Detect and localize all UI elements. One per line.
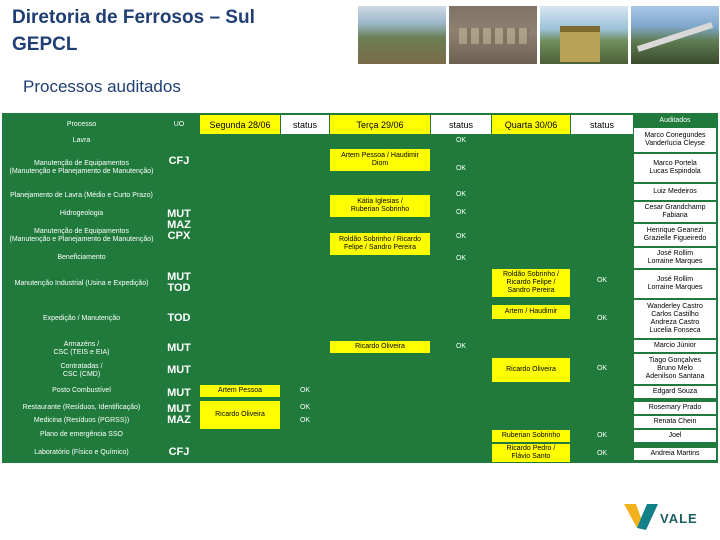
- page-title-line2: GEPCL: [12, 34, 78, 55]
- wednesday-auditor: Ruberian Sobrinho: [492, 430, 570, 442]
- wednesday-auditor: Roldão Sobrinho / Ricardo Felipe / Sandro Pereira: [492, 269, 570, 297]
- uo-cell: CFJ: [160, 153, 198, 169]
- monday-status: OK: [281, 415, 329, 427]
- mining-truck-photo: [540, 6, 628, 64]
- tuesday-auditor: Roldão Sobrinho / Ricardo Felipe / Sandro Pereira: [330, 233, 430, 255]
- monday-status: OK: [281, 402, 329, 414]
- header-photo-strip: [358, 6, 719, 64]
- tuesday-status: OK: [431, 189, 491, 201]
- auditee-cell: Cesar Grandchamp Fabiana: [634, 202, 716, 222]
- tuesday-status: OK: [431, 231, 491, 243]
- process-row: Hidrogeologia: [4, 207, 159, 221]
- header-status-monday: status: [281, 115, 329, 134]
- tuesday-status: OK: [431, 341, 491, 353]
- auditee-cell: Marco Portela Lucas Espindola: [634, 154, 716, 182]
- mine-pit-photo: [449, 6, 537, 64]
- monday-auditor: Ricardo Oliveira: [200, 401, 280, 429]
- monday-auditor: Artem Pessoa: [200, 385, 280, 397]
- tuesday-status: OK: [431, 207, 491, 219]
- port-terminal-photo: [631, 6, 719, 64]
- process-row: Manutenção de Equipamentos (Manutenção e Planejamento de Manutenção): [4, 223, 159, 249]
- tuesday-auditor: Artem Pessoa / Haudimir Diom: [330, 149, 430, 171]
- wednesday-auditor: Ricardo Oliveira: [492, 358, 570, 382]
- header-tuesday: Terça 29/06: [330, 115, 430, 134]
- header-auditados: Auditados: [634, 115, 716, 127]
- auditee-cell: Luiz Medeiros: [634, 184, 716, 200]
- process-row: Restaurante (Resíduos, Identificação): [4, 402, 159, 414]
- process-row: Posto Combustível: [4, 385, 159, 397]
- header-monday: Segunda 28/06: [200, 115, 280, 134]
- auditee-cell: Tiago Gonçalves Bruno Melo Adenilson Santana: [634, 354, 716, 384]
- process-row: Manutenção Industrial (Usina e Expedição): [4, 269, 159, 299]
- tuesday-auditor: Ricardo Oliveira: [330, 341, 430, 353]
- header-wednesday: Quarta 30/06: [492, 115, 570, 134]
- auditee-cell: Andreia Martins: [634, 448, 716, 460]
- auditee-cell: Joel: [634, 430, 716, 442]
- uo-cell: MUT MAZ CPX: [160, 205, 198, 245]
- wednesday-status: OK: [571, 275, 633, 287]
- wednesday-status: OK: [571, 313, 633, 325]
- auditee-cell: Henrique Geanezi Grazielle Figueiredo: [634, 224, 716, 246]
- wednesday-status: OK: [571, 363, 633, 375]
- tuesday-status: OK: [431, 163, 491, 175]
- tuesday-status: OK: [431, 135, 491, 147]
- uo-cell: MUT TOD: [160, 269, 198, 297]
- uo-cell: MUT: [160, 387, 198, 400]
- uo-cell: CFJ: [160, 445, 198, 459]
- wednesday-status: OK: [571, 430, 633, 442]
- audit-schedule-table: [2, 113, 718, 463]
- header-status-tuesday: status: [431, 115, 491, 134]
- wednesday-status: OK: [571, 448, 633, 460]
- page-title-line1: Diretoria de Ferrosos – Sul: [12, 7, 255, 28]
- process-row: Manutenção de Equipamentos (Manutenção e Planejamento de Manutenção): [4, 153, 159, 183]
- vale-logo-text: VALE: [660, 511, 698, 526]
- process-row: Planejamento de Lavra (Médio e Curto Prazo): [4, 189, 159, 203]
- uo-cell: MUT: [160, 341, 198, 355]
- auditee-cell: Marco Conegundes Vanderlucia Cleyse: [634, 128, 716, 152]
- uo-cell: MUT: [160, 363, 198, 377]
- process-row: Lavra: [4, 135, 159, 147]
- process-row: Armazéns / CSC (TEIS e EIA): [4, 339, 159, 359]
- process-row: Expedição / Manutenção: [4, 301, 159, 337]
- process-row: Laboratório (Físico e Químico): [4, 447, 159, 459]
- tuesday-auditor: Kátia Iglesias / Ruberian Sobrinho: [330, 195, 430, 217]
- auditee-cell: José Rollim Lorraine Marques: [634, 270, 716, 298]
- wednesday-auditor: Ricardo Pedro / Flávio Santo: [492, 444, 570, 462]
- process-row: Contratadas / CSC (CMD): [4, 361, 159, 381]
- auditee-cell: José Rollim Lorraine Marques: [634, 248, 716, 268]
- header-status-wednesday: status: [571, 115, 633, 134]
- monday-status: OK: [281, 385, 329, 397]
- auditee-cell: Marcio Júnior: [634, 340, 716, 352]
- auditee-cell: Renata Chein: [634, 416, 716, 428]
- auditee-cell: Rosemary Prado: [634, 402, 716, 414]
- uo-cell: TOD: [160, 311, 198, 325]
- auditee-cell: Edgard Souza: [634, 386, 716, 398]
- process-row: Medicina (Resíduos (PGRSS)): [4, 415, 159, 427]
- header-processo: Processo: [4, 115, 159, 134]
- process-row: Plano de emergência SSO: [4, 429, 159, 441]
- section-subtitle: Processos auditados: [23, 77, 181, 96]
- header-uo: UO: [160, 115, 198, 134]
- auditee-cell: Wanderley Castro Carlos Castilho Andreza Castro Lucelia Fonseca: [634, 300, 716, 338]
- uo-cell: MUT MAZ: [160, 402, 198, 428]
- vale-logo-icon: [624, 500, 658, 532]
- tuesday-status: OK: [431, 253, 491, 265]
- wednesday-auditor: Artem / Haudimir: [492, 305, 570, 319]
- mine-landscape-photo: [358, 6, 446, 64]
- process-row: Beneficiamento: [4, 251, 159, 265]
